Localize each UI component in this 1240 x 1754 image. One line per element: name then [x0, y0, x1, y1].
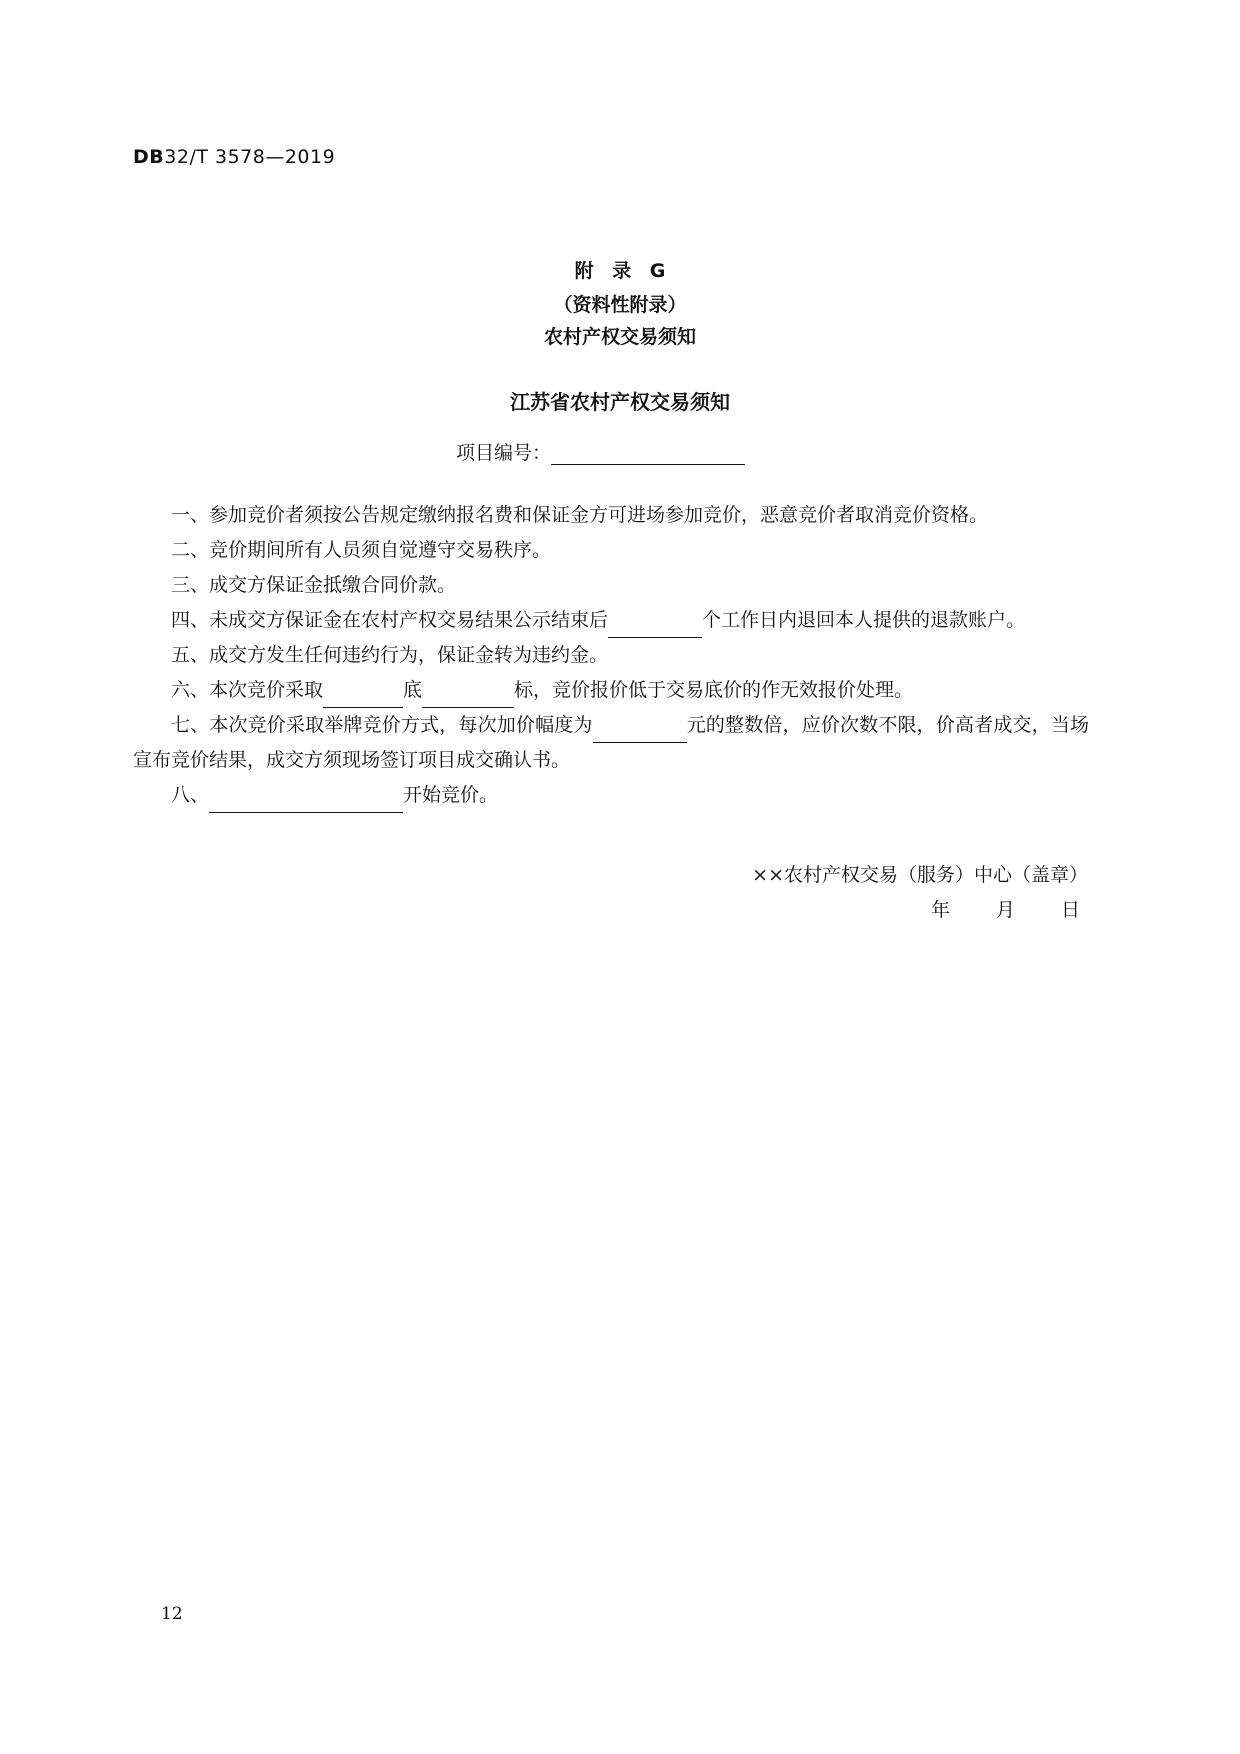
- appendix-title: 附 录 G: [574, 260, 666, 282]
- notice-body: [133, 498, 1089, 813]
- date-day: 日: [1060, 899, 1080, 921]
- date-month: 月: [995, 899, 1015, 921]
- document-code-prefix: DB: [133, 146, 165, 168]
- project-number-row: [456, 438, 745, 465]
- notice-item-7: [133, 708, 1089, 778]
- notice-item-4-after: 个工作日内退回本人提供的退款账户。: [702, 609, 1026, 631]
- increment-amount-blank[interactable]: [593, 720, 687, 743]
- bid-method-blank-1[interactable]: [323, 685, 403, 708]
- notice-item-6-before: 六、本次竞价采取: [171, 679, 324, 701]
- notice-item-8-after: 开始竞价。: [403, 784, 499, 806]
- document-code: [133, 146, 335, 168]
- appendix-subtitle: （资料性附录）: [553, 294, 687, 316]
- notice-item-8: [133, 778, 1089, 813]
- signature-org: ××农村产权交易（服务）中心（盖章）: [752, 864, 1088, 886]
- notice-item-5: 五、成交方发生任何违约行为，保证金转为违约金。: [171, 644, 609, 666]
- project-number-blank[interactable]: [551, 442, 745, 465]
- signature-date: [752, 893, 1088, 928]
- notice-item-4: [133, 603, 1089, 638]
- notice-item-4-before: 四、未成交方保证金在农村产权交易结果公示结束后: [171, 609, 609, 631]
- document-code-number: 32/T 3578—2019: [164, 146, 336, 168]
- project-number-label: 项目编号：: [456, 442, 552, 464]
- notice-item-3: 三、成交方保证金抵缴合同价款。: [171, 574, 457, 596]
- page-number: 12: [161, 1604, 183, 1624]
- appendix-name: 农村产权交易须知: [543, 326, 696, 348]
- start-time-blank[interactable]: [209, 790, 403, 813]
- notice-item-8-before: 八、: [171, 784, 210, 806]
- signature-block: [752, 858, 1088, 928]
- notice-item-6: [133, 673, 1089, 708]
- bid-method-blank-2[interactable]: [422, 685, 514, 708]
- notice-item-2: 二、竞价期间所有人员须自觉遵守交易秩序。: [171, 539, 552, 561]
- notice-item-7-after: 元的整数倍，应价次数不限，价高者成交，当场宣布竞价结果，成交方须现场签订项目成交确认书。: [133, 714, 1089, 771]
- notice-item-1: 一、参加竞价者须按公告规定缴纳报名费和保证金方可进场参加竞价，恶意竞价者取消竞价资格。: [171, 504, 989, 526]
- date-year: 年: [930, 899, 950, 921]
- notice-item-6-after: 标，竞价报价低于交易底价的作无效报价处理。: [514, 679, 914, 701]
- notice-item-7-before: 七、本次竞价采取举牌竞价方式，每次加价幅度为: [171, 714, 593, 736]
- refund-days-blank[interactable]: [608, 615, 702, 638]
- notice-title: 江苏省农村产权交易须知: [510, 390, 730, 414]
- notice-item-6-mid: 底: [403, 679, 423, 701]
